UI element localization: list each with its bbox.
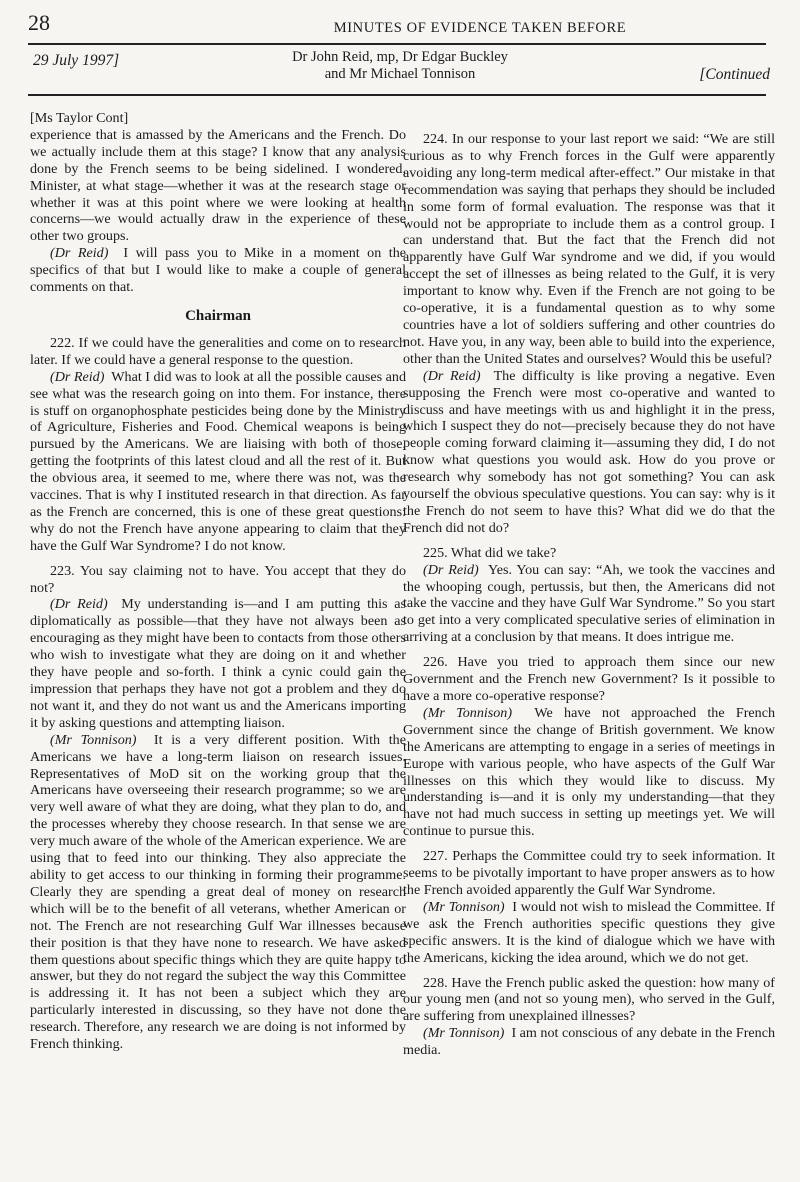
question-224: 224. In our response to your last report we said: “We are still curious as to why French forces in the Gulf were apparently avoiding any long-term medical after-effect.” Our mistake in that recommendation was saying that perhaps they should be included in some form of formal evaluation. The response was that it would not be appropriate to include them as a control group. I can understand that. But the fact that the French did not apparently have Gulf War syndrome and we did, if you would accept the set of illnesses as being related to the Gulf, it is very important to know why. Even if the French are not going to be co-operative, it is a fundamental question as to why some countries have a lot of soldiers suffering and other countries do not. Have you, in any way, been able to build into the experience, other than the United States and ourselves? Would this be useful?	[403, 131, 775, 367]
question-226: 226. Have you tried to approach them since our new Government and the French new Government? Is it possible to have a more co-operative response?	[403, 654, 775, 704]
question-223: 223. You say claiming not to have. You accept that they do not?	[30, 562, 406, 596]
speaker: (Dr Reid)	[50, 596, 108, 613]
answer	[30, 245, 406, 296]
witnesses-line-2: and Mr Michael Tonnison	[324, 66, 476, 82]
answer-225	[403, 562, 775, 647]
speaker: (Mr Tonnison)	[423, 1025, 505, 1042]
page-number: 28	[28, 10, 50, 35]
question-227: 227. Perhaps the Committee could try to seek information. It seems to be pivotally important to have proper answers as to how the French avoided apparently the Gulf War Syndrome.	[403, 848, 775, 898]
right-column	[403, 131, 775, 1059]
hearing-date: 29 July 1997]	[33, 52, 120, 69]
answer-text: It is a very different position. With the Americans we have a long-term liaison on research issues. Representatives of MoD sit on the working group that the Americans have overseeing their research programme; so we are very well aware of what they are doing, what they plan to do, and the processes whereby they choose research. In that sense we are very much aware of the whole of the American experience. We are using that to feed into our thinking. They also appreciate the ability to get access to our thinking in forming their programme. Clearly they are spending a great deal of money on research which will be to the benefit of all veterans, whether American or not. The French are not researching Gulf War illnesses because their position is that they have none to research. We have asked them questions about specific things which they are quite happy to answer, but they do not regard the subject the way this Committee is addressing it. It has not been a subject which they are particularly interested in discussing, so they have not done the research. Therefore, any research we are doing is not informed by French thinking.	[30, 731, 406, 1053]
continued-label: [Continued	[699, 66, 770, 83]
speaker: (Dr Reid)	[50, 368, 105, 385]
speaker: (Dr Reid)	[423, 561, 479, 578]
answer-222	[30, 369, 406, 555]
running-title: MINUTES OF EVIDENCE TAKEN BEFORE	[333, 20, 627, 36]
answer-text: I am not conscious of any debate in the French media.	[403, 1025, 775, 1059]
speaker: (Mr Tonnison)	[423, 898, 505, 915]
header-rule	[28, 43, 766, 45]
answer-text: My understanding is—and I am putting this as diplomatically as possible—that they have not always been as encouraging as they might have been to contacts from those others who wish to investigate what they are doing on it and whether they have people and so-forth. I think a cynic could gain the impression that perhaps they have not got a problem and they do not want it, and they do not want us and the Americans importing it by asking questions and attempting liaison.	[30, 596, 406, 731]
left-column	[30, 110, 406, 1053]
speaker: (Dr Reid)	[423, 367, 481, 384]
chairman-heading: Chairman	[185, 307, 251, 324]
answer-227	[403, 899, 775, 967]
answer-text: What I did was to look at all the possible causes and see what was the research going on into them. For instance, there is stuff on organophosphate pesticides being done by the Ministry of Agriculture, Fisheries and Food. Chemical weapons is being pursued by the Americans. We are liaising with both of those, getting the footprints of this latest cloud and all the rest of it. But the obvious area, it seemed to me, where there was not, was the vaccines. That is why I instituted research in that direction. As far as the French are concerned, this is one of these great questions: why do not the French have anyone appearing to claim that they have the Gulf War Syndrome? I do not know.	[30, 368, 406, 554]
question-228: 228. Have the French public asked the question: how many of our young men (and not so young men), who served in the Gulf, are suffering from unexplained illnesses?	[403, 974, 775, 1025]
witnesses	[250, 49, 550, 83]
paragraph: experience that is amassed by the Americans and the French. Do we actually include them at this stage? I know that any analysis done by the French seems to be being sidelined. I wondered, Minister, at what stage—whether it was at the research stage or whether it was at this point where we were looking at health concerns—we would actually draw in the experience of these other two groups.	[30, 126, 406, 245]
header-rule-bottom	[28, 94, 766, 96]
speaker: (Mr Tonnison)	[423, 704, 513, 721]
answer-text: I would not wish to mislead the Committee. If we ask the French authorities specific questions they give specific answers. It is the kind of dialogue which we have with the Americans, kicking the idea around, which we do not get.	[403, 898, 775, 966]
question-222: 222. If we could have the generalities and come on to research later. If we could have a general response to the question.	[30, 334, 406, 368]
speaker: (Mr Tonnison)	[50, 731, 137, 748]
answer-text: The difficulty is like proving a negative. Even supposing the French were most co-operative and wanted to discuss and have meetings with us and highlight it in the press, which I suspect they do not—precisely because they do not have people coming forward claiming it—assuming they did, I do not know what questions you would ask. How do you prove or research why somebody has not got something? You can ask yourself the obvious speculative questions. You can say: why is it the French do not seem to have this? What did we do that the French did not do?	[403, 367, 776, 536]
speaker-heading: [Ms Taylor Cont]	[30, 110, 129, 126]
answer-224	[403, 368, 775, 537]
answer-228	[403, 1025, 775, 1059]
answer-text: We have not approached the French Government since the change of British government. We know the Americans are attempting to engage in a series of meetings in Europe with various people, who have aspects of the Gulf War illnesses on this which they would like to discuss. My understanding is—and it is only my understanding—that they have not had much success in setting up meetings yet. We will continue to pursue this.	[403, 704, 775, 840]
answer-223-tonnison	[30, 732, 406, 1053]
answer-226	[403, 705, 775, 840]
question-225: 225. What did we take?	[423, 544, 557, 561]
answer-text: I will pass you to Mike in a moment on the specifics of that but I would like to make a couple of general comments on that.	[30, 245, 406, 296]
answer-text: Yes. You can say: “Ah, we took the vaccines and the whooping cough, pertussis, but then, the Americans did not take the vaccine and they have Gulf War Syndrome.” So you start to get into a very complicated speculative series of elimination in arriving at a conclusion by that means. It does intrigue me.	[403, 561, 775, 646]
speaker: (Dr Reid)	[50, 245, 109, 262]
answer-223	[30, 596, 406, 731]
witnesses-line-1: Dr John Reid, mp, Dr Edgar Buckley	[292, 49, 508, 65]
